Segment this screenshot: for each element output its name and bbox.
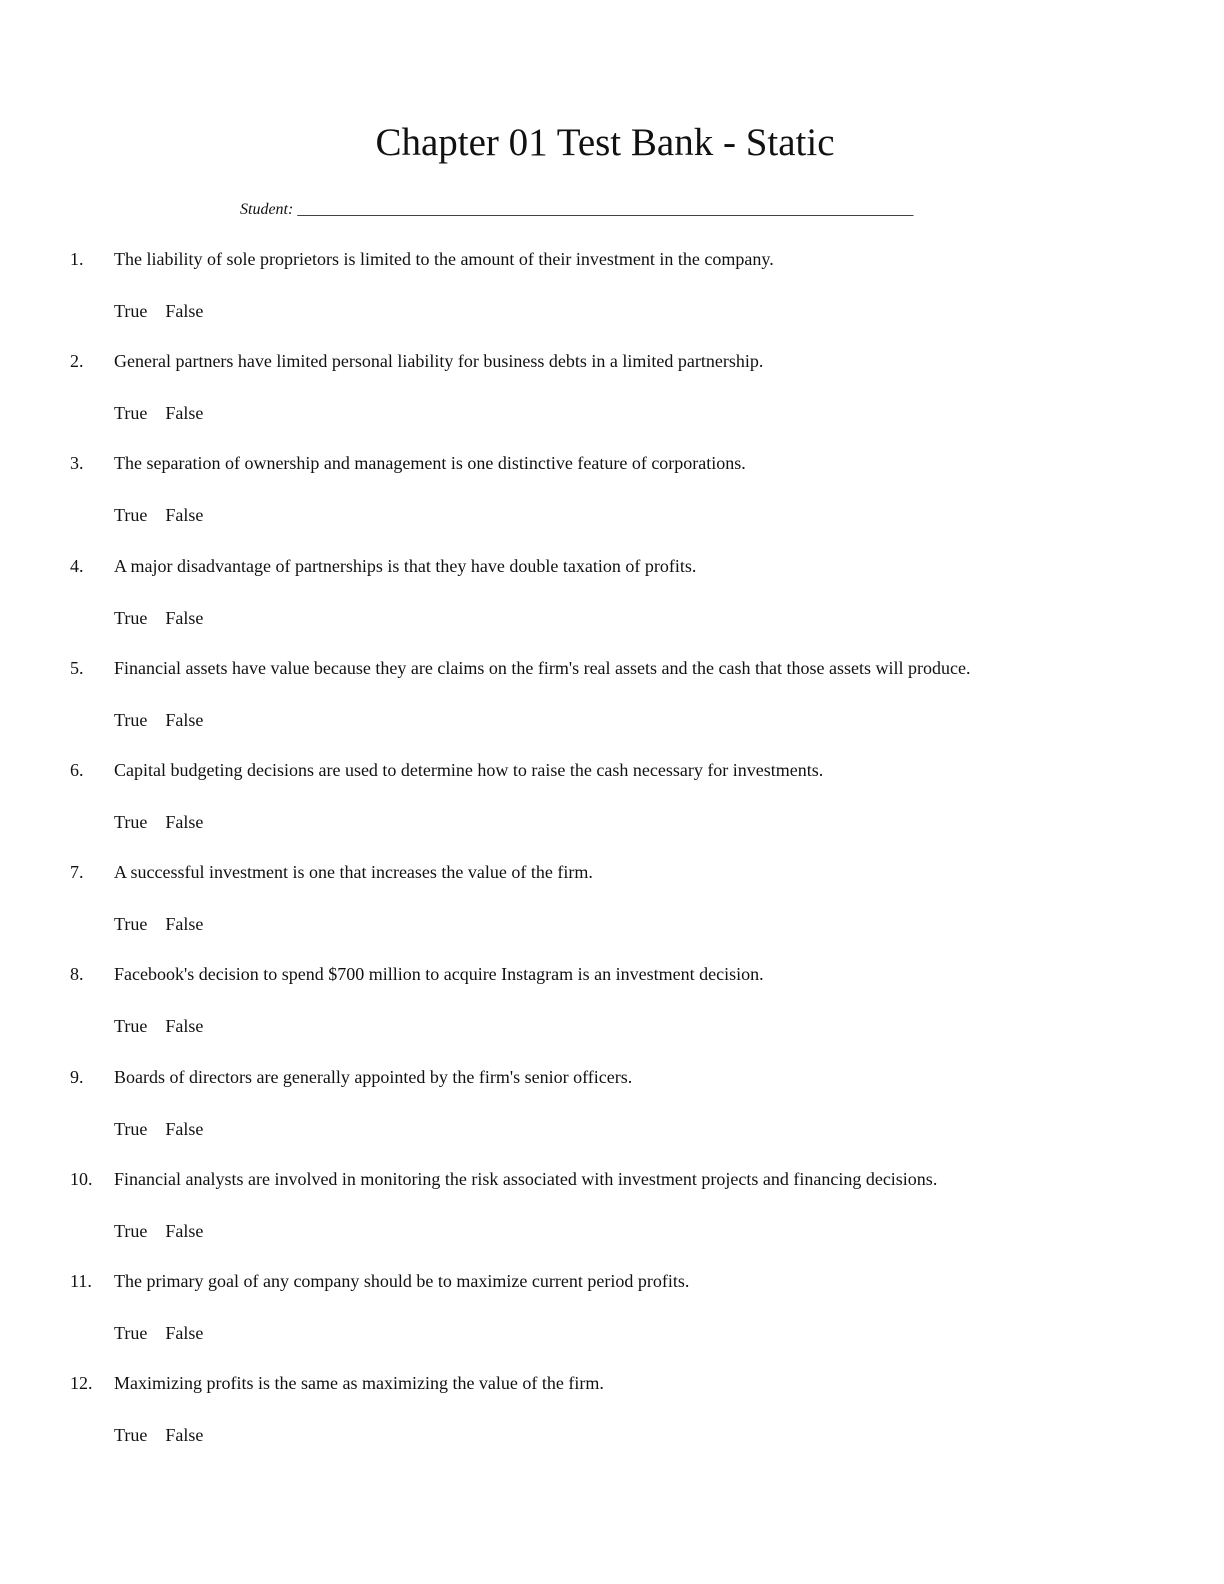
question-text: Facebook's decision to spend $700 million to acquire Instagram is an investment decision. [114, 964, 764, 985]
question-text: Maximizing profits is the same as maximizing the value of the firm. [114, 1373, 604, 1394]
student-name-blank: _____________________________________________________________________________ [297, 201, 914, 218]
answer-option-true: True [114, 301, 148, 321]
question-text: Capital budgeting decisions are used to determine how to raise the cash necessary for investments. [114, 759, 824, 780]
answer-options [114, 911, 203, 937]
question-number: 11. [70, 1270, 92, 1291]
answer-option-false: False [165, 811, 204, 832]
answer-options [114, 1422, 203, 1448]
question-text: A major disadvantage of partnerships is that they have double taxation of profits. [114, 555, 697, 576]
question-item [0, 655, 1224, 757]
answer-option-true: True [114, 607, 148, 628]
question-item [0, 1166, 1224, 1268]
answer-option-true: True [114, 403, 148, 424]
question-item [0, 450, 1224, 552]
answer-option-false: False [165, 1016, 204, 1037]
answer-options [114, 707, 203, 733]
answer-options [114, 400, 203, 426]
answer-options [114, 605, 203, 631]
question-number: 6. [70, 759, 84, 780]
question-text: The primary goal of any company should be to maximize current period profits. [114, 1270, 690, 1291]
question-text: Financial assets have value because they are claims on the firm's real assets and the cash that those assets will produce. [114, 657, 971, 678]
answer-option-true: True [114, 709, 148, 730]
answer-option-true: True [114, 505, 148, 526]
answer-options [114, 1116, 203, 1142]
page-title: Chapter 01 Test Bank - Static [375, 121, 835, 164]
answer-option-false: False [165, 1322, 204, 1343]
student-label: Student: [240, 201, 294, 218]
answer-option-false: False [165, 1220, 204, 1241]
answer-option-false: False [165, 301, 204, 321]
answer-option-false: False [165, 914, 204, 935]
answer-options [114, 502, 203, 528]
answer-option-true: True [114, 1118, 148, 1139]
answer-option-false: False [165, 1425, 204, 1446]
question-number: 5. [70, 657, 84, 678]
answer-option-false: False [165, 709, 204, 730]
answer-option-true: True [114, 1016, 148, 1037]
question-item [0, 1064, 1224, 1166]
question-number: 12. [70, 1373, 93, 1394]
student-name-line [240, 201, 913, 219]
question-number: 2. [70, 351, 84, 372]
question-item [0, 1370, 1224, 1472]
question-text: The liability of sole proprietors is limited to the amount of their investment in the company. [114, 249, 774, 269]
question-item [0, 961, 1224, 1063]
question-number: 4. [70, 555, 84, 576]
answer-option-true: True [114, 811, 148, 832]
question-item [0, 757, 1224, 859]
question-text: The separation of ownership and management is one distinctive feature of corporations. [114, 453, 746, 474]
answer-option-true: True [114, 1220, 148, 1241]
question-item [0, 246, 1224, 348]
question-number: 7. [70, 862, 84, 883]
question-item [0, 348, 1224, 450]
question-item [0, 1268, 1224, 1370]
question-number: 10. [70, 1168, 93, 1189]
answer-options [114, 1218, 203, 1244]
answer-options [114, 298, 203, 324]
answer-option-false: False [165, 607, 204, 628]
question-item [0, 859, 1224, 961]
question-text: A successful investment is one that increases the value of the firm. [114, 862, 593, 883]
question-list [0, 246, 1224, 1472]
question-number: 3. [70, 453, 84, 474]
answer-option-false: False [165, 505, 204, 526]
answer-options [114, 1320, 203, 1346]
answer-option-false: False [165, 403, 204, 424]
question-text: General partners have limited personal liability for business debts in a limited partnership. [114, 351, 764, 372]
answer-options [114, 809, 203, 835]
question-text: Boards of directors are generally appointed by the firm's senior officers. [114, 1066, 633, 1087]
answer-option-false: False [165, 1118, 204, 1139]
question-number: 9. [70, 1066, 84, 1087]
question-number: 1. [70, 249, 84, 269]
question-text: Financial analysts are involved in monitoring the risk associated with investment projects and financing decisions. [114, 1168, 938, 1189]
answer-options [114, 1013, 203, 1039]
answer-option-true: True [114, 1322, 148, 1343]
question-item [0, 553, 1224, 655]
question-number: 8. [70, 964, 84, 985]
answer-option-true: True [114, 914, 148, 935]
answer-option-true: True [114, 1425, 148, 1446]
